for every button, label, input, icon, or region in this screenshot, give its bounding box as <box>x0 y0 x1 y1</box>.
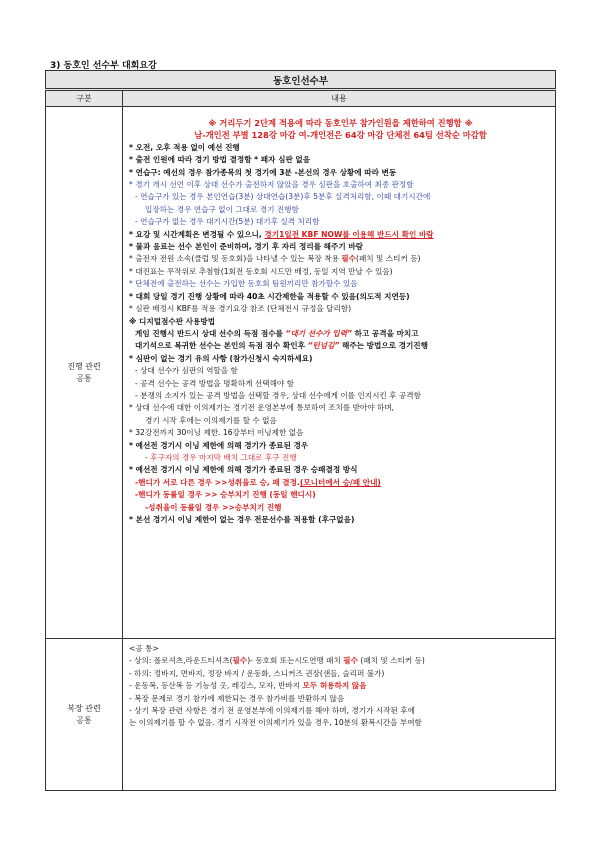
rule-line: ※ 디지털점수판 사용방법 <box>129 316 216 326</box>
rule-text: - 상의: 폴로셔츠,라운드티셔츠( <box>129 656 233 666</box>
rule-text: - 운동복, 등산복 등 기능성 옷, 레깅스, 모자, 반바지 <box>129 681 303 691</box>
rule-line: - 공격 선수는 공격 방법을 명확하게 선택해야 함 <box>135 378 295 388</box>
rule-line: -성취율이 동률일 경우 >>승부치기 진행 <box>145 502 282 512</box>
rule-line: * 연습구: 예선의 경우 참가종목의 첫 경기에 3분 -본선의 경우 상황에 따라 변동 <box>129 167 397 177</box>
rule-text: 게임 진행시 반드시 상대 선수의 득점 점수를 <box>135 328 286 338</box>
rule-line: * 심판 배정시 KBF를 적용 경기요강 참조 (단체전시 규정을 달리함) <box>129 304 352 314</box>
rule-line: * 상대 선수에 대한 이의제기는 경기전 운영본부에 통보하여 조치를 받아야 하며, <box>129 403 395 413</box>
rule-line <box>129 340 552 352</box>
emphasis-text: “턴넘김” <box>307 341 340 351</box>
category-label: 복장 관련 <box>67 703 101 713</box>
content-progress <box>123 107 556 639</box>
required-mark: 필수 <box>343 656 358 666</box>
rule-line: - 상기 복장 관련 사항은 경기 전 운영본부에 이의제기를 해야 하며, 경기가 시작된 후에 <box>129 706 415 716</box>
header-content: 내용 <box>123 90 556 107</box>
rule-text: (패치 및 스티커 등) <box>357 656 425 666</box>
required-mark: 필수 <box>232 656 248 666</box>
prohibited-notice: 모두 허용하지 않음 <box>302 681 367 691</box>
category-progress <box>46 107 123 639</box>
rule-line <box>129 655 552 667</box>
rule-line <box>129 328 552 340</box>
rule-line: * 대회 당일 경기 진행 상황에 따라 40초 시간제한을 적용할 수 있음(의도적 지연등) <box>129 291 410 301</box>
rule-line: * 예선전 경기시 이닝 제한에 의해 경기가 종료된 경우 <box>129 440 309 450</box>
rule-text: 대기석으로 복귀한 선수는 본인의 득점 점수 확인후 <box>135 341 308 351</box>
category-attire <box>46 639 123 791</box>
rule-line: <공 통> <box>129 644 159 653</box>
rule-line: * 단체전에 출전하는 선수는 가입한 동호회 팀원끼리만 참가할수 있음 <box>129 279 358 289</box>
rule-line: -핸디가 동률일 경우 >> 승부치기 진행 (동일 핸디시) <box>135 490 316 500</box>
rule-line: * 본선 경기시 이닝 제한이 없는 경우 전문선수를 적용함 (후구없음) <box>129 515 355 524</box>
rule-line: * 오전, 오후 적용 없이 예선 진행 <box>129 142 240 152</box>
rule-text: * 요강 및 시간계획은 변경될 수 있으니, <box>129 229 265 239</box>
content-attire <box>123 639 556 791</box>
section-title: 3) 동호인 선수부 대회요강 <box>50 61 157 71</box>
required-mark: 필수 <box>341 254 356 264</box>
rule-line: * 예선전 경기시 이닝 제한에 의해 경기가 종료된 경우 승패결정 방식 <box>129 465 358 475</box>
rule-line: - 복장 문제로 경기 참가에 제한되는 경우 참가비를 반환하지 않음 <box>129 693 345 703</box>
rule-line: 입장하는 경우 연습구 없이 그대로 경기 진행함 <box>145 204 299 214</box>
rule-line: - 상대 선수가 심판의 역할을 함 <box>135 366 238 376</box>
rule-line <box>129 253 552 265</box>
rule-line: 는 이의제기를 할 수 없음. 경기 시작전 이의제기가 있을 경우, 10분의 환복시간을 부여함 <box>129 718 422 728</box>
rule-line <box>129 680 552 692</box>
rule-line: * 32강전까지 30이닝 제한. 16강부터 이닝제한 없음 <box>129 428 304 438</box>
rule-line: * 출전 인원에 따라 경기 방법 결정함 * 패자 심판 없음 <box>129 155 311 165</box>
category-label: 공통 <box>76 715 92 725</box>
table-banner: 동호인선수부 <box>46 71 556 90</box>
category-label: 진행 관련 <box>67 361 101 371</box>
rule-line <box>129 477 552 489</box>
table-row-attire <box>46 639 556 791</box>
rule-line: - 연습구가 있는 경우 본인연습(3분) 상대연습(3분)후 5분후 실격처리함, 이때 대기시간에 <box>135 192 431 202</box>
rule-line: - 후구자의 경우 마지막 배치 그대로 후구 진행 <box>145 452 297 462</box>
rule-text: * 출전자 전원 소속(클럽 및 동호회)을 나타낼 수 있는 복장 착용 <box>129 254 342 264</box>
rule-line: * 물과 음료는 선수 본인이 준비하며, 경기 후 자리 정리를 해주기 바람 <box>129 242 363 252</box>
rule-line: 경기 시작 후에는 이의제기를 할 수 없음 <box>145 415 277 425</box>
table-row-progress <box>46 107 556 639</box>
rule-line: - 분쟁의 소지가 있는 공격 방법을 선택할 경우, 상대 선수에게 이를 인지시킨 후 공격함 <box>135 390 421 400</box>
rule-text: )- 동호회 또는시도연맹 패치 <box>247 656 344 666</box>
emphasis-text: “대기 선수가 입력” <box>285 328 352 338</box>
rule-line: * 경기 개시 선언 이후 상대 선수가 출전하지 않았을 경우 심판을 호출하여 최종 판정함 <box>129 180 414 190</box>
rule-line: * 심판이 없는 경기 유의 사항 (참가신청시 숙지하세요) <box>129 353 313 363</box>
monitor-notice: (모니터에서 승/패 안내) <box>299 477 381 487</box>
rule-line <box>129 229 552 241</box>
rule-line: - 연습구가 없는 경우 대기시간(5분) 대기후 실격 처리함 <box>135 217 320 227</box>
rule-text: 해주는 방법으로 경기진행 <box>339 341 428 351</box>
rules-table <box>45 70 556 791</box>
table-header-row <box>46 90 556 107</box>
table-banner-row <box>46 71 556 90</box>
header-category: 구분 <box>46 90 123 107</box>
category-label: 공통 <box>76 373 92 383</box>
notice-line: 남-개인전 부별 128강 마감 여-개인전은 64강 마감 단체전 64팀 선착순 마감함 <box>194 130 487 141</box>
rule-text: -핸디가 서로 다른 경우 >>성취율로 승, 패 결정. <box>135 477 300 487</box>
rule-text: (패치 및 스티커 등) <box>356 254 421 264</box>
kbf-now-notice: 경기1일전 KBF NOW를 이용해 반드시 확인 바람 <box>264 229 434 239</box>
rule-text: 하고 공격을 마치고 <box>351 328 419 338</box>
rule-line: * 대진표는 무작위로 추첨함(1회전 동호회 시드만 배정, 동일 지역 만날 수 있음) <box>129 266 393 276</box>
rule-line: - 하의: 정바지, 면바지, 정장 바지 / 운동화, 스니커즈 권장(샌들, 슬리퍼 불가) <box>129 668 385 678</box>
notice-line: ※ 거리두기 2단계 적용에 따라 동호인부 참가인원을 제한하여 진행함 ※ <box>208 118 473 128</box>
